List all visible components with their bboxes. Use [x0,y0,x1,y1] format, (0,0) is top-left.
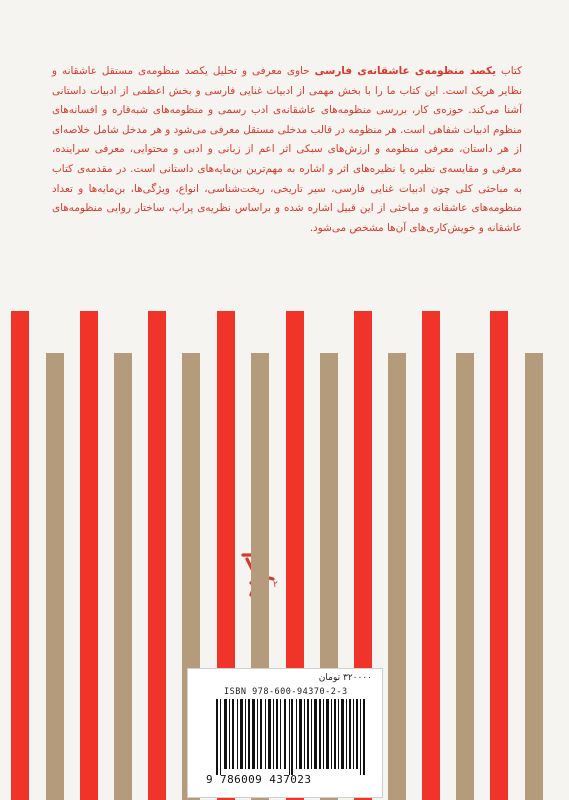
isbn-text: ISBN 978-600-94370-2-3 [224,687,348,697]
ean-digits: 9 786009 437023 [206,773,312,786]
barcode-icon [216,699,366,775]
book-title: یکصد منظومه‌ی عاشقانه‌ی فارسی [314,65,496,77]
barcode-panel [187,668,383,798]
blurb-body: حاوی معرفی و تحلیل یکصد منظومه‌ی مستقل عاشقانه و نظایر هریک است. این کتاب ما را با بخش مهمی از ادبیات غنایی فارسی و بخش اعظمی از ادبیات داستانی آشنا می‌کند. حوزه‌ی کار، بررسی منظومه‌های عاشقانه‌ی ادب رسمی و منظومه‌های شبه‌قاره و افسانه‌های منظوم ادبیات شفاهی است. هر منظومه در قالب مدخلی مستقل معرفی می‌شود و هر مدخل شامل خلاصه‌ای از هر داستان، معرفی منظومه و ارزش‌های سبکی اثر اعم از زبانی و ادبی و محتوایی، معرفی سراینده، معرفی و مقایسه‌ی نظیره یا نظیره‌های اثر و اشاره به مهم‌ترین بن‌مایه‌های داستانی است. در مقدمه‌ی کتاب به مباحثی کلی چون ادبیات غنایی فارسی، سیر تاریخی، ریخت‌شناسی، انواع، ویژگی‌ها، بن‌مایه‌ها و تعداد منظومه‌های عاشقانه و مباحثی از این قبیل اشاره شده و براساس نظریه‌ی پراپ، ساختار روایی منظومه‌های عاشقانه و خویش‌کاری‌های آن‌ها مشخص می‌شود. [52,65,522,234]
svg-text:۲: ۲ [273,580,278,590]
price-label: ۳۲۰۰۰۰ تومان [318,673,372,683]
blurb-prefix: کتاب [495,65,522,77]
